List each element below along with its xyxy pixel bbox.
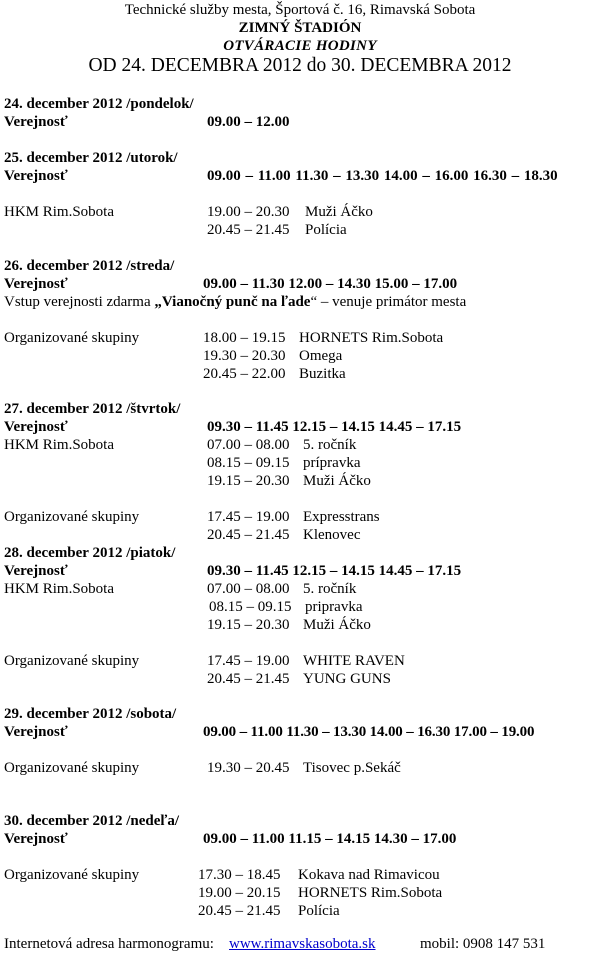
group-name-30-2: HORNETS Rim.Sobota [298, 885, 443, 901]
public-times-24: 09.00 – 12.00 [207, 114, 290, 130]
group-name-30-1: Kokava nad Rimavicou [298, 867, 440, 883]
public-times-30: 09.00 – 11.00 11.15 – 14.15 14.30 – 17.00 [203, 831, 457, 847]
day-title-28: 28. december 2012 /piatok/ [4, 545, 176, 561]
footer-web-link[interactable]: www.rimavskasobota.sk [229, 936, 376, 952]
club-time-28-2: 08.15 – 09.15 [209, 599, 292, 615]
club-time-25-2: 20.45 – 21.45 [207, 222, 290, 238]
group-time-30-2: 19.00 – 20.15 [198, 885, 281, 901]
club-time-25-1: 19.00 – 20.30 [207, 204, 290, 220]
day-title-26: 26. december 2012 /streda/ [4, 258, 175, 274]
organization-line: Technické služby mesta, Športová č. 16, Rimavská Sobota [124, 2, 476, 18]
free-entry-note [4, 293, 466, 311]
day-title-24: 24. december 2012 /pondelok/ [4, 96, 194, 112]
groups-label-30: Organizované skupiny [4, 867, 140, 883]
club-label-25: HKM Rim.Sobota [4, 204, 115, 220]
club-group-25-2: Polícia [305, 222, 347, 238]
public-label-30: Verejnosť [4, 831, 68, 847]
public-times-26: 09.00 – 11.30 12.00 – 14.30 15.00 – 17.00 [203, 276, 458, 292]
group-time-26-3: 20.45 – 22.00 [203, 366, 286, 382]
public-label-27: Verejnosť [4, 419, 68, 435]
club-group-27-1: 5. ročník [303, 437, 357, 453]
club-group-27-2: prípravka [303, 455, 361, 471]
club-time-28-3: 19.15 – 20.30 [207, 617, 290, 633]
footer-mobile: mobil: 0908 147 531 [420, 936, 546, 952]
groups-label-26: Organizované skupiny [4, 330, 140, 346]
day-title-29: 29. december 2012 /sobota/ [4, 706, 177, 722]
club-label-27: HKM Rim.Sobota [4, 437, 115, 453]
group-time-27-1: 17.45 – 19.00 [207, 509, 290, 525]
subtitle: OTVÁRACIE HODINY [223, 38, 377, 54]
group-time-28-2: 20.45 – 21.45 [207, 671, 290, 687]
group-time-30-1: 17.30 – 18.45 [198, 867, 281, 883]
footer-web-label: Internetová adresa harmonogramu: [4, 936, 214, 952]
day-title-27: 27. december 2012 /štvrtok/ [4, 401, 181, 417]
period-title: OD 24. DECEMBRA 2012 do 30. DECEMBRA 2012 [88, 55, 512, 76]
club-time-27-3: 19.15 – 20.30 [207, 473, 290, 489]
groups-label-27: Organizované skupiny [4, 509, 140, 525]
day-title-25: 25. december 2012 /utorok/ [4, 150, 178, 166]
club-group-28-2: pripravka [305, 599, 363, 615]
club-time-27-1: 07.00 – 08.00 [207, 437, 290, 453]
club-group-28-3: Muži Áčko [303, 617, 371, 633]
group-name-28-2: YUNG GUNS [303, 671, 391, 687]
group-time-30-3: 20.45 – 21.45 [198, 903, 281, 919]
groups-label-28: Organizované skupiny [4, 653, 140, 669]
public-label-29: Verejnosť [4, 724, 68, 740]
group-time-26-1: 18.00 – 19.15 [203, 330, 286, 346]
group-time-26-2: 19.30 – 20.30 [203, 348, 286, 364]
public-label-24: Verejnosť [4, 114, 68, 130]
group-name-29-1: Tisovec p.Sekáč [303, 760, 401, 776]
group-name-26-1: HORNETS Rim.Sobota [299, 330, 444, 346]
group-name-27-2: Klenovec [303, 527, 361, 543]
day-title-30: 30. december 2012 /nedeľa/ [4, 813, 180, 829]
groups-label-29: Organizované skupiny [4, 760, 140, 776]
group-name-26-3: Buzitka [299, 366, 346, 382]
public-label-26: Verejnosť [4, 276, 68, 292]
group-time-28-1: 17.45 – 19.00 [207, 653, 290, 669]
group-name-27-1: Expresstrans [303, 509, 380, 525]
note-prefix: Vstup verejnosti zdarma [4, 294, 155, 310]
club-time-27-2: 08.15 – 09.15 [207, 455, 290, 471]
group-time-27-2: 20.45 – 21.45 [207, 527, 290, 543]
group-time-29-1: 19.30 – 20.45 [207, 760, 290, 776]
club-group-27-3: Muži Áčko [303, 473, 371, 489]
club-time-28-1: 07.00 – 08.00 [207, 581, 290, 597]
note-event: „Vianočný punč na ľade [154, 294, 311, 310]
group-name-26-2: Omega [299, 348, 343, 364]
venue-title: ZIMNÝ ŠTADIÓN [238, 20, 362, 36]
public-label-28: Verejnosť [4, 563, 68, 579]
group-name-28-1: WHITE RAVEN [303, 653, 405, 669]
public-label-25: Verejnosť [4, 168, 68, 184]
public-times-27: 09.30 – 11.45 12.15 – 14.15 14.45 – 17.15 [207, 419, 462, 435]
note-suffix: “ – venuje primátor mesta [310, 294, 467, 310]
public-times-29: 09.00 – 11.00 11.30 – 13.30 14.00 – 16.30 17.00 – 19.00 [203, 724, 535, 740]
club-group-25-1: Muži Áčko [305, 204, 373, 220]
group-name-30-3: Polícia [298, 903, 340, 919]
club-group-28-1: 5. ročník [303, 581, 357, 597]
club-label-28: HKM Rim.Sobota [4, 581, 115, 597]
public-times-25: 09.00 – 11.00 11.30 – 13.30 14.00 – 16.00 16.30 – 18.30 [207, 168, 558, 184]
public-times-28: 09.30 – 11.45 12.15 – 14.15 14.45 – 17.15 [207, 563, 462, 579]
